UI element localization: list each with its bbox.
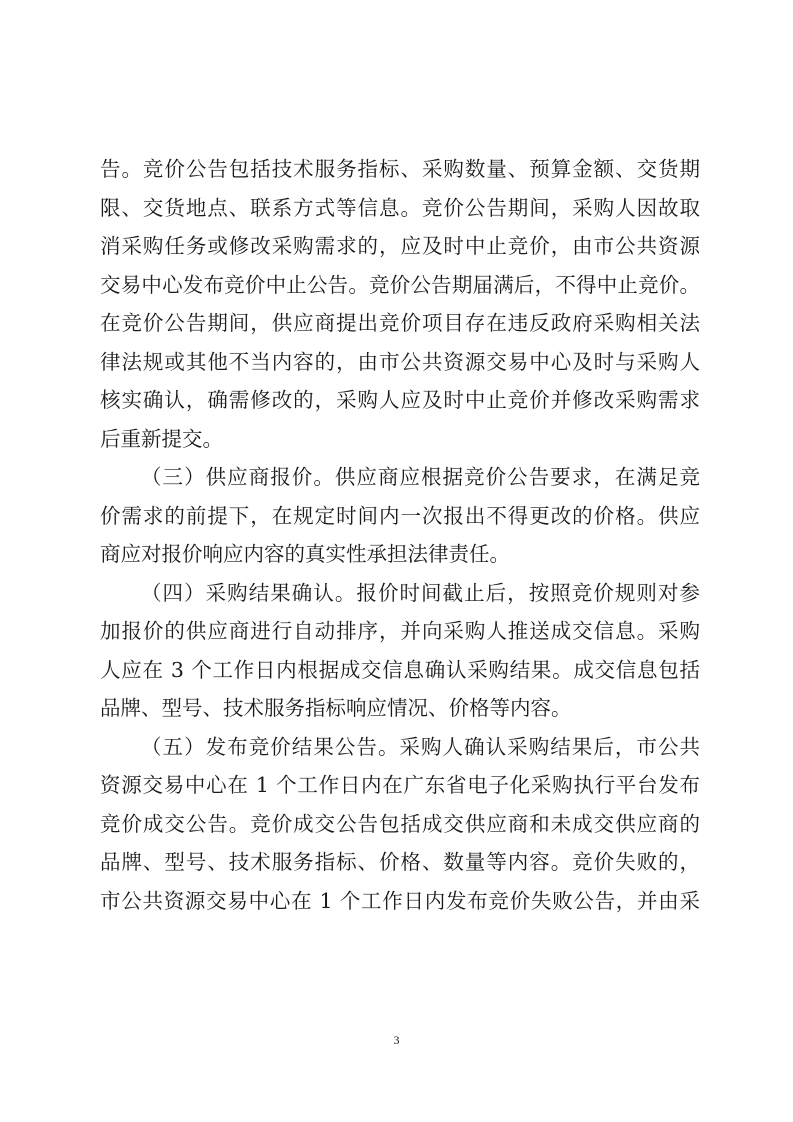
text-line: 核实确认，确需修改的，采购人应及时中止竞价并修改采购需求 — [100, 388, 700, 412]
text-line: 市公共资源交易中心在 1 个工作日内发布竞价失败公告，并由采 — [100, 889, 700, 913]
text-line: 竞价成交公告。竞价成交公告包括成交供应商和未成交供应商的 — [100, 812, 700, 836]
text-line: 人应在 3 个工作日内根据成交信息确认采购结果。成交信息包括 — [100, 658, 700, 682]
text-line: 品牌、型号、技术服务指标、价格、数量等内容。竞价失败的， — [100, 850, 700, 874]
paragraph-first-line: （三）供应商报价。供应商应根据竞价公告要求，在满足竞 — [141, 465, 700, 489]
text-line: 在竞价公告期间，供应商提出竞价项目存在违反政府采购相关法 — [100, 311, 700, 335]
text-line: 后重新提交。 — [100, 427, 223, 451]
text-line: 资源交易中心在 1 个工作日内在广东省电子化采购执行平台发布 — [100, 773, 700, 797]
paragraph-first-line: （四）采购结果确认。报价时间截止后，按照竞价规则对参 — [141, 581, 700, 605]
text-line: 告。竞价公告包括技术服务指标、采购数量、预算金额、交货期 — [100, 157, 700, 181]
text-line: 律法规或其他不当内容的，由市公共资源交易中心及时与采购人 — [100, 350, 700, 374]
text-line: 商应对报价响应内容的真实性承担法律责任。 — [100, 542, 510, 566]
paragraph-first-line: （五）发布竞价结果公告。采购人确认采购结果后，市公共 — [141, 735, 700, 759]
text-line: 加报价的供应商进行自动排序，并向采购人推送成交信息。采购 — [100, 619, 700, 643]
text-line: 交易中心发布竞价中止公告。竞价公告期届满后，不得中止竞价。 — [100, 273, 700, 297]
text-line: 消采购任务或修改采购需求的，应及时中止竞价，由市公共资源 — [100, 234, 700, 258]
text-line: 价需求的前提下，在规定时间内一次报出不得更改的价格。供应 — [100, 504, 700, 528]
text-line: 品牌、型号、技术服务指标响应情况、价格等内容。 — [100, 696, 572, 720]
page-number: 3 — [393, 1033, 400, 1047]
text-line: 限、交货地点、联系方式等信息。竞价公告期间，采购人因故取 — [100, 196, 700, 220]
